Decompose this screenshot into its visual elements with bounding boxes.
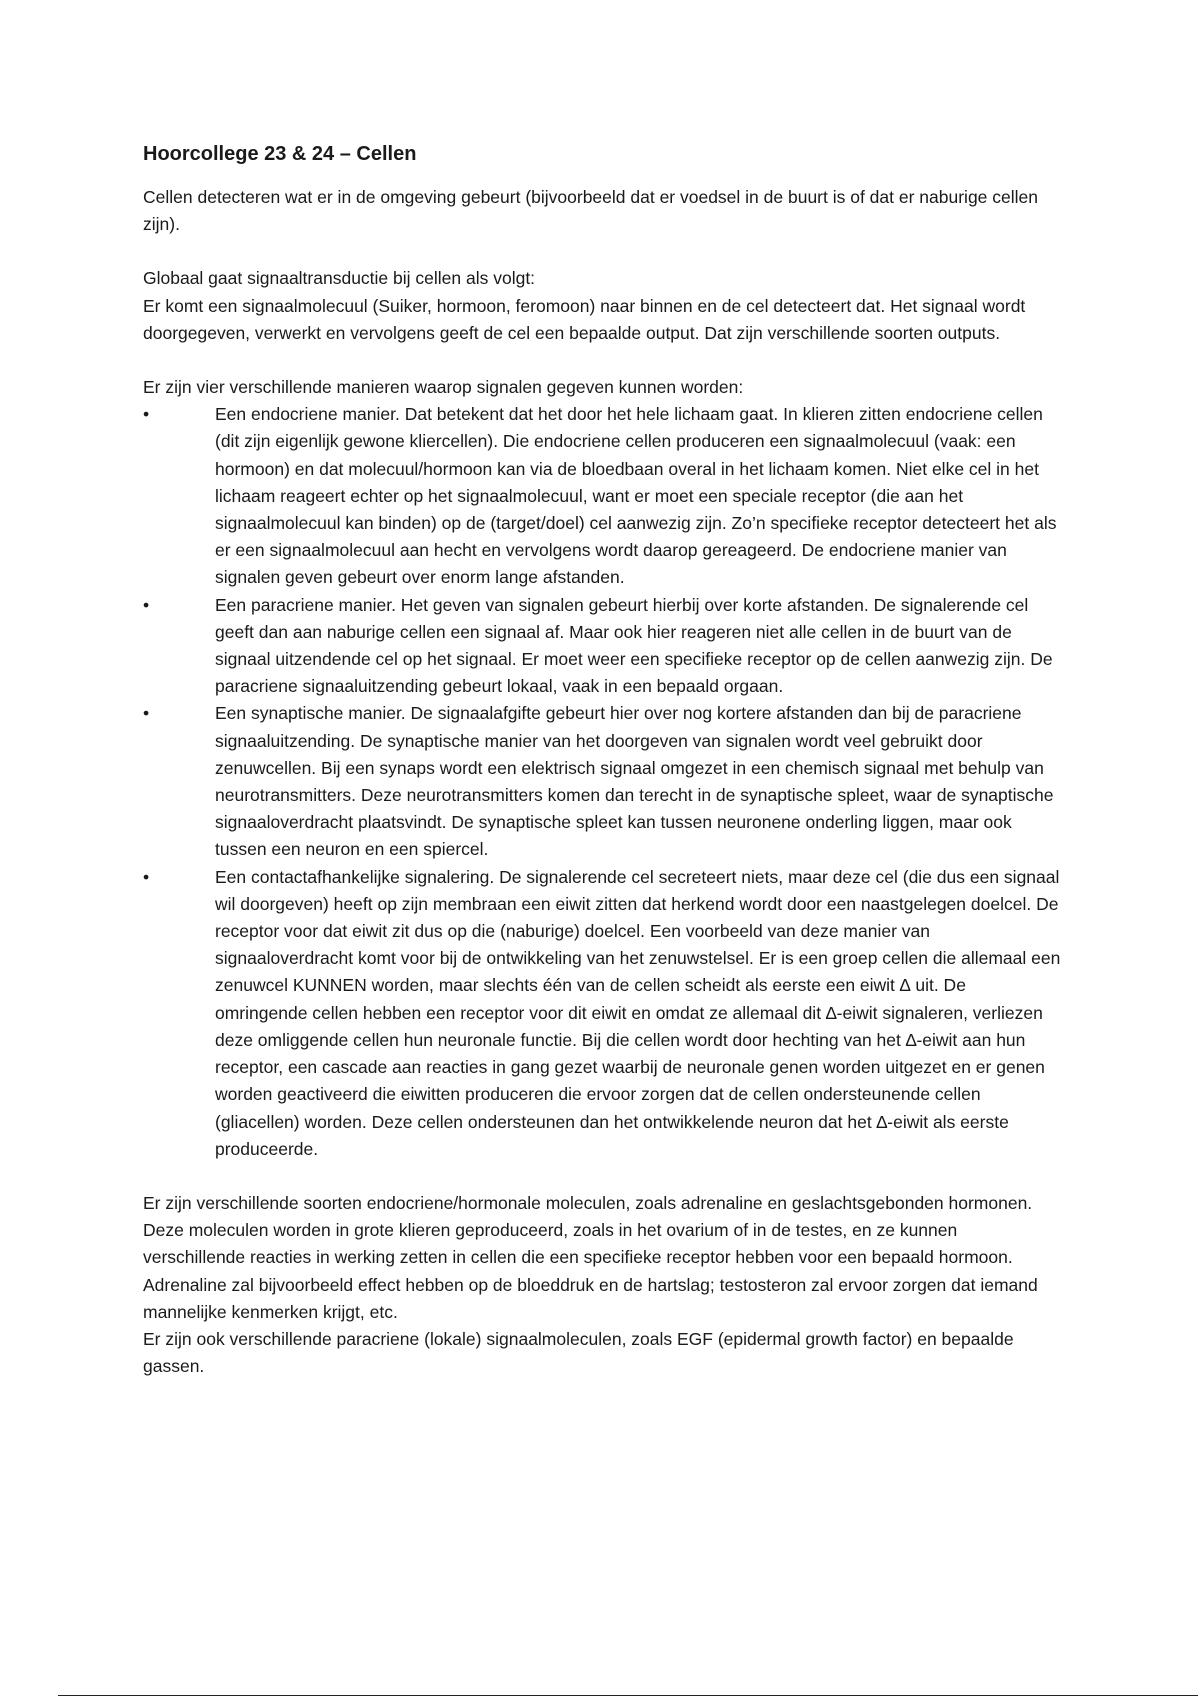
bullet-icon: • (143, 866, 150, 887)
globaal-heading: Globaal gaat signaaltransductie bij cellen als volgt: (143, 268, 536, 289)
bullet-icon: • (143, 594, 150, 615)
endocrien-paragraph: Er zijn verschillende soorten endocriene/hormonale moleculen, zoals adrenaline en geslachtsgebonden hormonen. Deze moleculen worden in grote klieren geproduceerd, zoals in het ovarium of in de testes, en ze kunnen verschillende reacties in werking zetten in cellen die een specifieke receptor hebben voor een bepaald hormoon. Adrenaline zal bijvoorbeeld effect hebben op de bloeddruk en de hartslag; testosteron zal ervoor zorgen dat iemand mannelijke kenmerken krijgt, etc. (143, 1192, 1038, 1322)
list-item (143, 700, 1063, 863)
intro-paragraph: Cellen detecteren wat er in de omgeving gebeurt (bijvoorbeeld dat er voedsel in de buurt is of dat er naburige cellen zijn). (143, 187, 1038, 235)
list-item (143, 401, 1063, 591)
bullet-icon: • (143, 404, 150, 425)
list-intro: Er zijn vier verschillende manieren waarop signalen gegeven kunnen worden: (143, 377, 744, 398)
list-item (143, 592, 1063, 701)
list-item-text: Een contactafhankelijke signalering. De signalerende cel secreteert niets, maar deze cel (die dus een signaal wil doorgeven) heeft op zijn membraan een eiwit zitten dat herkend wordt door een naastgelegen doelcel. De receptor voor dat eiwit zit dus op die (naburige) doelcel. Een voorbeeld van deze manier van signaaloverdracht komt voor bij de ontwikkeling van het zenuwstelsel. Er is een groep cellen die allemaal een zenuwcel KUNNEN worden, maar slechts één van de cellen scheidt als eerste een eiwit ∆ uit. De omringende cellen hebben een receptor voor dit eiwit en omdat ze allemaal dit ∆-eiwit signaleren, verliezen deze omliggende cellen hun neuronale functie. Bij die cellen wordt door hechting van het ∆-eiwit aan hun receptor, een cascade aan reacties in gang gezet waarbij de neuronale genen worden uitgezet en er genen worden geactiveerd die eiwitten produceren die ervoor zorgen dat de cellen ondersteunende cellen (gliacellen) worden. Deze cellen ondersteunen dan het ontwikkelende neuron dat het ∆-eiwit als eerste produceerde. (215, 866, 1061, 1159)
signal-types-list (143, 401, 1063, 1163)
list-item-text: Een synaptische manier. De signaalafgifte gebeurt hier over nog kortere afstanden dan bij de paracriene signaaluitzending. De synaptische manier van het doorgeven van signalen wordt veel gebruikt door zenuwcellen. Bij een synaps wordt een elektrisch signaal omgezet in een chemisch signaal met behulp van neurotransmitters. Deze neurotransmitters komen dan terecht in de synaptische spleet, waar de synaptische signaaloverdracht plaatsvindt. De synaptische spleet kan tussen neuronene onderling liggen, maar ook tussen een neuron en een spiercel. (215, 703, 1054, 860)
bullet-icon: • (143, 703, 150, 724)
list-item-text: Een paracriene manier. Het geven van signalen gebeurt hierbij over korte afstanden. De signalerende cel geeft dan aan naburige cellen een signaal af. Maar ook hier reageren niet alle cellen in de buurt van de signaal uitzendende cel op het signaal. Er moet weer een specifieke receptor op de cellen aanwezig zijn. De paracriene signaaluitzending gebeurt lokaal, vaak in een bepaald orgaan. (215, 594, 1053, 697)
document-page (143, 140, 1063, 1407)
footer-divider (58, 1695, 1198, 1696)
document-title: Hoorcollege 23 & 24 – Cellen (143, 143, 417, 165)
list-item (143, 864, 1063, 1163)
globaal-paragraph: Er komt een signaalmolecuul (Suiker, hormoon, feromoon) naar binnen en de cel detecteert dat. Het signaal wordt doorgegeven, verwerkt en vervolgens geeft de cel een bepaalde output. Dat zijn verschillende soorten outputs. (143, 295, 1026, 343)
paracrien-paragraph: Er zijn ook verschillende paracriene (lokale) signaalmoleculen, zoals EGF (epidermal growth factor) en bepaalde gassen. (143, 1328, 1014, 1377)
list-item-text: Een endocriene manier. Dat betekent dat het door het hele lichaam gaat. In klieren zitten endocriene cellen (dit zijn eigenlijk gewone kliercellen). Die endocriene cellen produceren een signaalmolecuul (vaak: een hormoon) en dat molecuul/hormoon kan via de bloedbaan overal in het lichaam komen. Niet elke cel in het lichaam reageert echter op het signaalmolecuul, want er moet een speciale receptor (die aan het signaalmolecuul kan binden) op de (target/doel) cel aanwezig zijn. Zo’n specifieke receptor detecteert het als er een signaalmolecuul aan hecht en vervolgens wordt daarop gereageerd. De endocriene manier van signalen geven gebeurt over enorm lange afstanden. (215, 404, 1057, 588)
